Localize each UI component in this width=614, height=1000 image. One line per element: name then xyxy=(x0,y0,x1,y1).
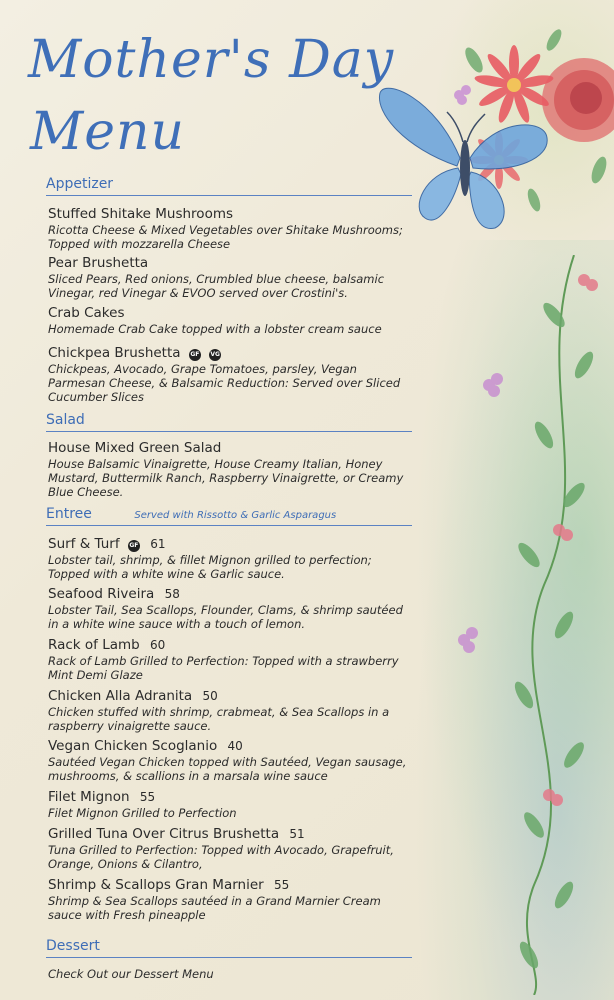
title-line2: Menu xyxy=(30,102,185,162)
item-description: Sautéed Vegan Chicken topped with Sautéed, Vegan sausage, mushrooms, & scallions in a marsala wine sauce xyxy=(48,755,407,783)
menu-item xyxy=(48,305,408,336)
item-price: 58 xyxy=(164,587,180,601)
item-description: Homemade Crab Cake topped with a lobster cream sauce xyxy=(48,322,382,336)
item-description: Lobster tail, shrimp, & fillet Mignon grilled to perfection; Topped with a white wine & Garlic sauce. xyxy=(48,553,372,581)
gluten-free-badge-icon: GF xyxy=(128,540,140,552)
item-name: Surf & Turf xyxy=(48,536,120,552)
item-price: 61 xyxy=(150,537,166,551)
item-price: 60 xyxy=(150,638,166,652)
item-name: Stuffed Shitake Mushrooms xyxy=(48,206,234,222)
item-description: Tuna Grilled to Perfection: Topped with Avocado, Grapefruit, Orange, Onions & Cilantro, xyxy=(48,843,394,871)
menu-item xyxy=(48,586,408,631)
item-name: Shrimp & Scallops Gran Marnier xyxy=(48,877,264,893)
item-price: 55 xyxy=(274,878,290,892)
item-name: House Mixed Green Salad xyxy=(48,440,222,456)
menu-item xyxy=(48,206,408,251)
item-description: House Balsamic Vinaigrette, House Creamy Italian, Honey Mustard, Buttermilk Ranch, Raspberry Vinaigrette, or Creamy Blue Cheese. xyxy=(48,457,404,499)
section-title: Entree xyxy=(46,506,92,522)
item-name: Pear Brushetta xyxy=(48,255,149,271)
item-description: Filet Mignon Grilled to Perfection xyxy=(48,806,237,820)
menu-item xyxy=(48,637,408,682)
menu-item xyxy=(48,738,408,783)
item-description: Ricotta Cheese & Mixed Vegetables over Shitake Mushrooms; Topped with mozzarella Cheese xyxy=(48,223,403,251)
dessert-note: Check Out our Dessert Menu xyxy=(48,967,214,981)
section-title: Dessert xyxy=(46,938,100,954)
section-title: Appetizer xyxy=(46,176,114,192)
vegan-badge-icon: VG xyxy=(209,349,221,361)
item-description: Sliced Pears, Red onions, Crumbled blue cheese, balsamic Vinegar, red Vinegar & EVOO served over Crostini's. xyxy=(48,272,385,300)
item-name: Chickpea Brushetta xyxy=(48,345,181,361)
menu-item xyxy=(48,789,408,820)
menu-item xyxy=(48,688,408,733)
item-description: Lobster Tail, Sea Scallops, Flounder, Clams, & shrimp sautéed in a white wine sauce with a touch of lemon. xyxy=(48,603,403,631)
section-heading-dessert xyxy=(46,938,412,958)
item-description: Chickpeas, Avocado, Grape Tomatoes, parsley, Vegan Parmesan Cheese, & Balsamic Reduction: Served over Sliced Cucumber Slices xyxy=(48,362,401,404)
item-name: Filet Mignon xyxy=(48,789,130,805)
item-name: Crab Cakes xyxy=(48,305,125,321)
item-name: Vegan Chicken Scoglanio xyxy=(48,738,218,754)
menu-item xyxy=(48,345,408,404)
item-name: Grilled Tuna Over Citrus Brushetta xyxy=(48,826,280,842)
section-heading-salad xyxy=(46,412,412,432)
item-name: Seafood Riveira xyxy=(48,586,155,602)
item-price: 55 xyxy=(139,790,156,804)
item-price: 51 xyxy=(289,827,305,841)
menu-item xyxy=(48,826,408,871)
item-price: 50 xyxy=(202,689,218,703)
menu-title xyxy=(28,24,394,168)
section-heading-entree xyxy=(46,506,412,526)
gluten-free-badge-icon: GF xyxy=(189,349,201,361)
menu-item xyxy=(48,440,408,499)
item-price: 40 xyxy=(227,739,243,753)
entree-note: Served with Rissotto & Garlic Asparagus xyxy=(134,510,337,521)
menu-item xyxy=(48,536,408,581)
menu-item xyxy=(48,877,408,922)
item-description: Rack of Lamb Grilled to Perfection: Topped with a strawberry Mint Demi Glaze xyxy=(48,654,399,682)
item-name: Chicken Alla Adranita xyxy=(48,688,193,704)
section-title: Salad xyxy=(46,412,85,428)
item-name: Rack of Lamb xyxy=(48,637,140,653)
leafy-vine-border xyxy=(434,255,614,995)
menu-item xyxy=(48,255,408,300)
title-line1: Mother's Day xyxy=(28,30,395,90)
item-description: Shrimp & Sea Scallops sautéed in a Grand Marnier Cream sauce with Fresh pineapple xyxy=(48,894,381,922)
item-description: Chicken stuffed with shrimp, crabmeat, & Sea Scallops in a raspberry vinaigrette sauce. xyxy=(48,705,390,733)
section-heading-appetizer xyxy=(46,176,412,196)
